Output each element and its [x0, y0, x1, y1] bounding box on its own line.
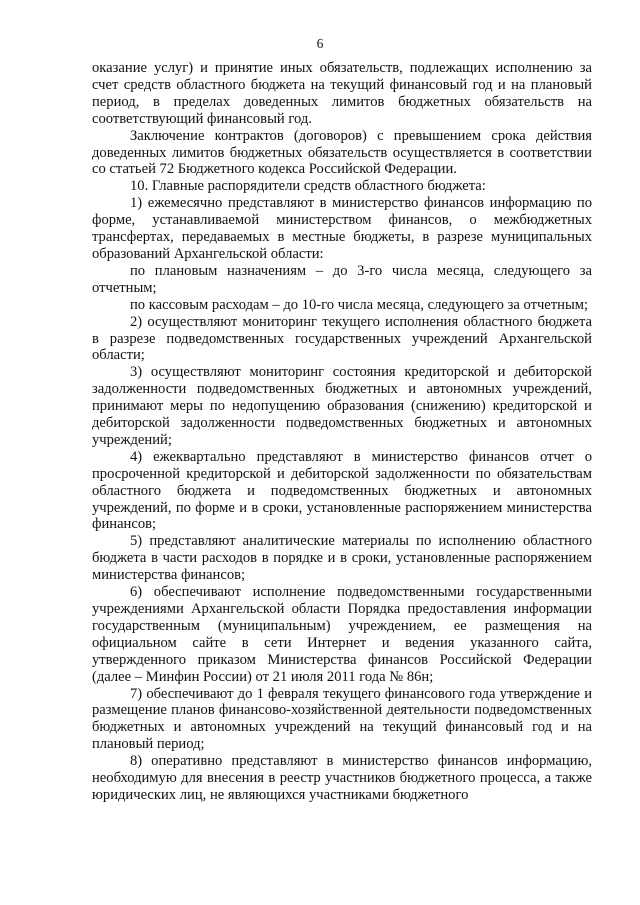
paragraph-subitem-1: 1) ежемесячно представляют в министерство финансов информацию по форме, устанавливаемой министерством финансов, о межбюджетных трансфертах, передаваемых в местные бюджеты, в разрезе муниципальных образований Архангельской области:	[92, 195, 592, 262]
paragraph-subitem-7: 7) обеспечивают до 1 февраля текущего финансового года утверждение и размещение планов финансово-хозяйственной деятельности подведомственных бюджетных и автономных учреждений на текущий финансовый год и на плановый период;	[92, 685, 592, 753]
document-body	[92, 60, 592, 804]
paragraph-contracts-limits: Заключение контрактов (договоров) с превышением срока действия доведенных лимитов бюджетных обязательств осуществляется в соответствии со статьей 72 Бюджетного кодекса Российской Федерации.	[92, 127, 592, 178]
paragraph-planned-targets: по плановым назначениям – до 3-го числа месяца, следующего за отчетным;	[92, 262, 592, 296]
paragraph-item-10-heading: 10. Главные распорядители средств областного бюджета:	[130, 178, 486, 195]
page-number: 6	[316, 36, 324, 51]
paragraph-cash-expenses: по кассовым расходам – до 10-го числа месяца, следующего за отчетным;	[130, 296, 589, 313]
paragraph-subitem-3: 3) осуществляют мониторинг состояния кредиторской и дебиторской задолженности подведомственных бюджетных и автономных учреждений, принимают меры по недопущению образования (снижению) кредиторской и дебиторской задолженности подведомственных бюджетных и автономных учреждений;	[92, 364, 592, 448]
paragraph-subitem-8: 8) оперативно представляют в министерство финансов информацию, необходимую для внесения в реестр участников бюджетного процесса, а также юридических лиц, не являющихся участниками бюджетного	[92, 753, 592, 803]
paragraph-subitem-6: 6) обеспечивают исполнение подведомственными государственными учреждениями Архангельской области Порядка предоставления информации государственным (муниципальным) учреждением, ее размещения на официальном сайте в сети Интернет и ведения указанного сайта, утвержденного приказом Министерства финансов Российской Федерации (далее – Минфин России) от 21 июля 2011 года № 86н;	[92, 584, 592, 685]
paragraph-subitem-2: 2) осуществляют мониторинг текущего исполнения областного бюджета в разрезе подведомственных государственных учреждений Архангельской области;	[92, 313, 592, 364]
paragraph-subitem-5: 5) представляют аналитические материалы по исполнению областного бюджета в части расходов в порядке и в сроки, установленные распоряжением министерства финансов;	[92, 533, 592, 584]
paragraph-continuation: оказание услуг) и принятие иных обязательств, подлежащих исполнению за счет средств областного бюджета на текущий финансовый год и на плановый период, в пределах доведенных лимитов бюджетных обязательств на соответствующий финансовый год.	[92, 60, 592, 127]
paragraph-subitem-4: 4) ежеквартально представляют в министерство финансов отчет о просроченной кредиторской и дебиторской задолженности по обязательствам областного бюджета и подведомственных бюджетных и автономных учреждений, по форме и в сроки, установленные распоряжением министерства финансов;	[92, 448, 592, 533]
